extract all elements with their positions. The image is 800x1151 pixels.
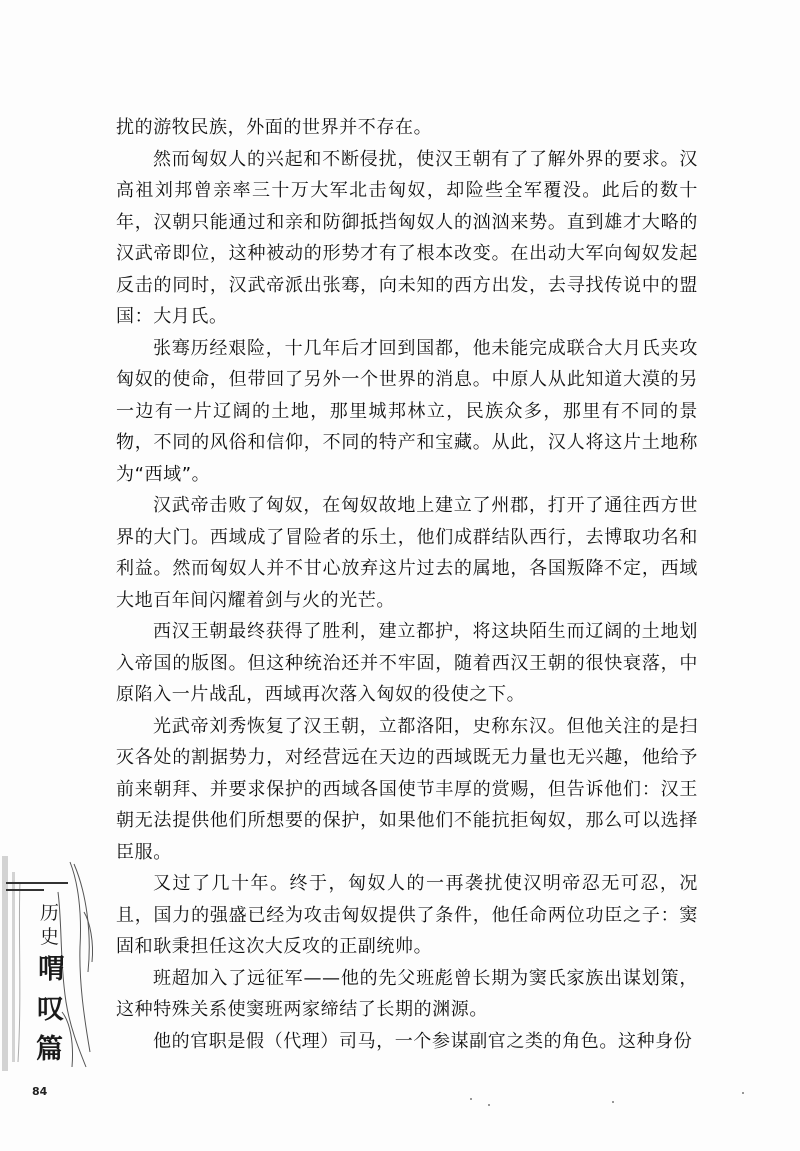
sidebar-rule-top xyxy=(6,882,68,884)
scan-speck xyxy=(470,1098,472,1100)
paragraph-5: 西汉王朝最终获得了胜利，建立都护，将这块陌生而辽阔的土地划入帝国的版图。但这种统治还并不牢固，随着西汉王朝的很快衰落，中原陷入一片战乱，西域再次落入匈奴的役使之下。 xyxy=(116,621,698,705)
paragraph-4: 汉武帝击败了匈奴，在匈奴故地上建立了州郡，打开了通往西方世界的大门。西域成了冒险者的乐土，他们成群结队西行，去博取功名和利益。然而匈奴人并不甘心放弃这片过去的属地，各国叛降不定，西域大地百年间闪耀着剑与火的光芒。 xyxy=(116,495,698,611)
sidebar-rule-bottom xyxy=(6,889,44,891)
sidebar-title-char-3: 喟 xyxy=(38,954,65,985)
sidebar-title-char-2: 史 xyxy=(40,926,60,948)
paragraph-7: 又过了几十年。终于，匈奴人的一再袭扰使汉明帝忍无可忍，况且，国力的强盛已经为攻击匈奴提供了条件，他任命两位功臣之子：窦固和耿秉担任这次大反攻的正副统帅。 xyxy=(116,873,698,957)
paragraph-2: 然而匈奴人的兴起和不断侵扰，使汉王朝有了了解外界的要求。汉高祖刘邦曾亲率三十万大军北击匈奴，却险些全军覆没。此后的数十年，汉朝只能通过和亲和防御抵挡匈奴人的汹汹来势。直到雄才大略的汉武帝即位，这种被动的形势才有了根本改变。在出动大军向匈奴发起反击的同时，汉武帝派出张骞，向未知的西方出发，去寻找传说中的盟国：大月氏。 xyxy=(116,148,698,327)
scan-speck xyxy=(612,1101,614,1103)
paragraph-6: 光武帝刘秀恢复了汉王朝，立都洛阳，史称东汉。但他关注的是扫灭各处的割据势力，对经营远在天边的西域既无力量也无兴趣，他给予前来朝拜、并要求保护的西域各国使节丰厚的赏赐，但告诉他们：汉王朝无法提供他们所想要的保护，如果他们不能抗拒匈奴，那么可以选择臣服。 xyxy=(116,715,698,863)
scan-speck xyxy=(742,1092,744,1094)
sidebar-title-char-5: 篇 xyxy=(36,1034,63,1065)
paragraph-1: 扰的游牧民族，外面的世界并不存在。 xyxy=(116,117,433,138)
paragraph-3: 张骞历经艰险，十几年后才回到国都，他未能完成联合大月氏夹攻匈奴的使命，但带回了另外一个世界的消息。中原人从此知道大漠的另一边有一片辽阔的土地，那里城邦林立，民族众多，那里有不同的景物，不同的风俗和信仰，不同的特产和宝藏。从此，汉人将这片土地称为“西域”。 xyxy=(116,337,698,485)
scan-speck xyxy=(488,1104,490,1106)
paragraph-8: 班超加入了远征军——他的先父班彪曾长期为窦氏家族出谋划策，这种特殊关系使窦班两家缔结了长期的渊源。 xyxy=(116,967,698,1020)
page-number: 84 xyxy=(32,1085,48,1098)
sidebar-title-char-4: 叹 xyxy=(37,994,64,1025)
sidebar-title-char-1: 历 xyxy=(40,902,60,924)
paragraph-9: 他的官职是假（代理）司马，一个参谋副官之类的角色。这种身份 xyxy=(153,1030,693,1052)
body-text xyxy=(116,112,698,1057)
